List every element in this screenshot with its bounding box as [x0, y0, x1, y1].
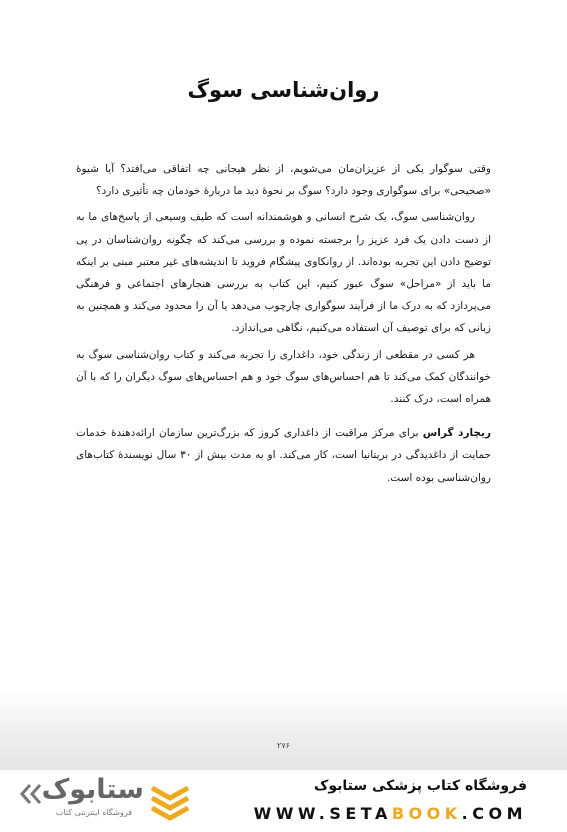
store-banner[interactable]	[0, 770, 567, 832]
logo-wordmark: ستابوک	[41, 774, 144, 805]
paragraph-3: هر کسی در مقطعی از زندگی خود، داغداری را تجربه می‌کند و کتاب روان‌شناسی سوگ به خوانندگان کمک می‌کند تا هم احساس‌های سوگ خود و هم احساس‌های سوگ دیگران را که با آن همراه است، درک کنند.	[76, 348, 491, 406]
logo-subtitle: فروشگاه اینترنتی کتاب	[55, 808, 133, 817]
store-name: فروشگاه کتاب پزشکی ستابوک	[314, 778, 527, 794]
author-bio: ریچارد گراس برای مرکز مراقبت از داغداری کروز که بزرگ‌ترین سازمان ارائه‌دهندهٔ خدمات حمایت از داغدیدگی در بریتانیا است، کار می‌کند. او به مدت بیش از ۳۰ سال نویسندهٔ کتاب‌های روان‌شناسی بوده است.	[76, 427, 491, 484]
body-text	[76, 158, 491, 489]
chevron-left-icon	[18, 782, 44, 806]
paragraph-1: وقتی سوگوار یکی از عزیزان‌مان می‌شویم، از نظر هیجانی چه اتفاقی می‌افتد؟ آیا شیوهٔ «صحیحی» برای سوگواری وجود دارد؟ سوگ بر نحوهٔ دید ما دربارهٔ خودمان چه تأثیری دارد؟	[76, 163, 491, 198]
page-title: روان‌شناسی سوگ	[187, 78, 380, 102]
page-number: ۲۷۶	[277, 741, 290, 750]
paragraph-2: روان‌شناسی سوگ، یک شرح انسانی و هوشمندانه است که طیف وسیعی از پاسخ‌های ما به از دست دادن یک فرد عزیز را برجسته نموده و بررسی می‌کند که چگونه روان‌شناسان در پی توضیح دادن این تجربه بوده‌اند. از روانکاوی پیشگام فروید تا اندیشه‌های غیر معتبر مبنی بر اینکه ما باید از «مراحل» سوگ عبور کنیم، این کتاب به بررسی هنجارهای اجتماعی و فرهنگی می‌پردازد که به درک ما از فرآیند سوگواری چارچوب می‌دهد یا آن را محدود می‌کند و همچنین به زبانی که برای توصیف آن استفاده می‌کنیم، نگاهی می‌اندازد.	[76, 211, 491, 335]
author-name: ریچارد گراس	[422, 427, 491, 440]
book-logo-icon	[148, 784, 192, 822]
store-url-link[interactable]: WWW.SETABOOK.COM	[253, 804, 527, 823]
